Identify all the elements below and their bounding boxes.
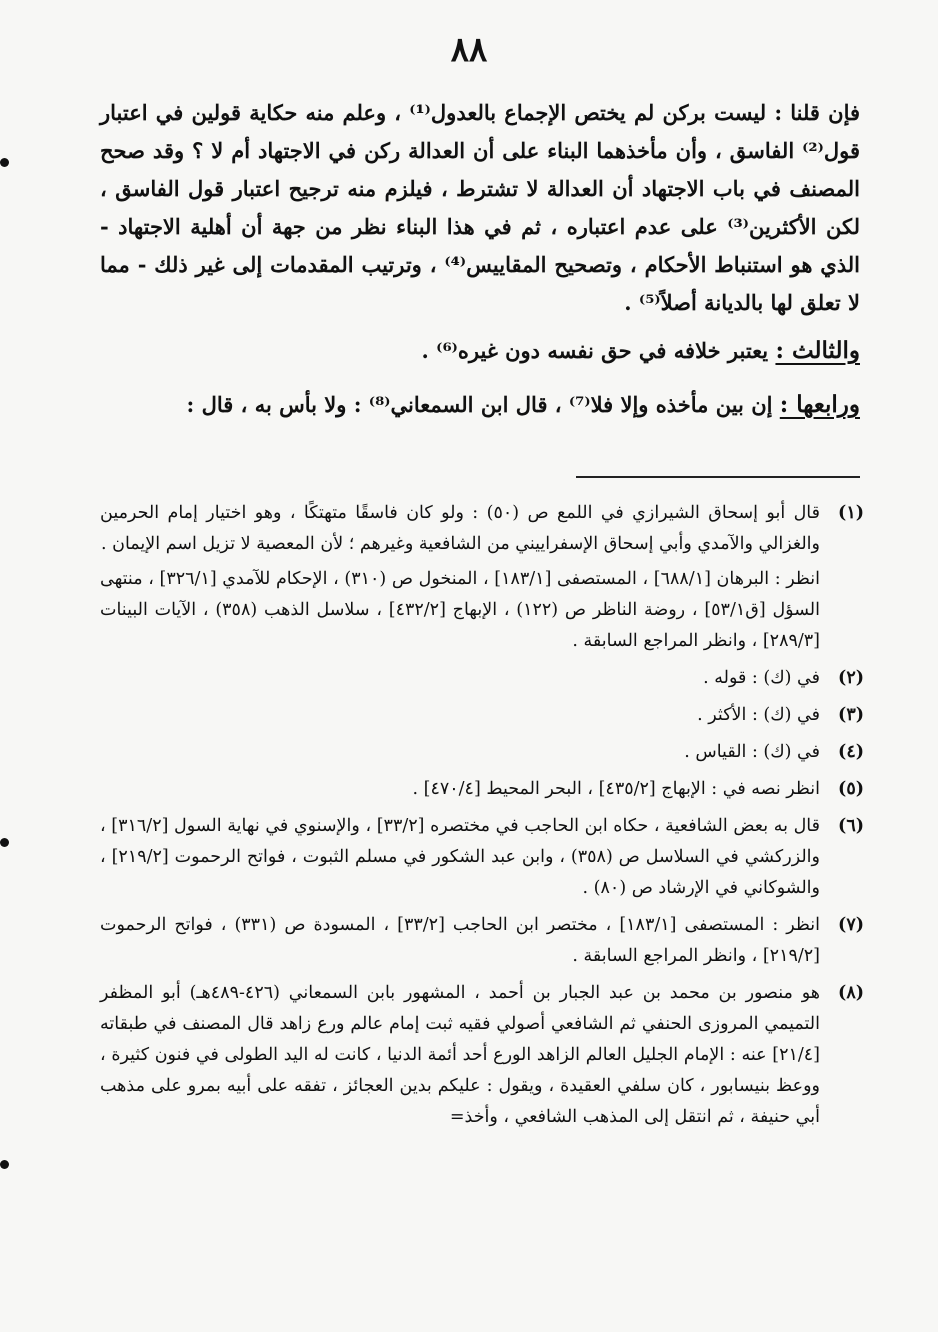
footnote-number: (٧) [838, 915, 864, 935]
footnote-number: (٣) [838, 705, 864, 725]
third-opinion [100, 332, 860, 370]
footnote-number: (١) [838, 503, 864, 523]
footnotes [100, 498, 864, 1139]
margin-mark [0, 838, 9, 847]
third-heading: والثالث : [775, 337, 860, 364]
footnote-7 [100, 910, 864, 972]
footnote-3 [100, 700, 864, 731]
footnote-text: قال أبو إسحاق الشيرازي في اللمع ص (٥٠) : ولو كان فاسقًا متهتكًا ، وهو اختيار إمام الحرمين والغزالي والآمدي وأبي إسحاق الإسفراييني من الشافعية وغيرهم ؛ لأن المعصية لا تزيل اسم الإيمان . [100, 503, 821, 554]
footnote-text: في (ك) : القياس . [684, 742, 820, 762]
margin-mark [0, 1160, 9, 1169]
footnote-text: في (ك) : الأكثر . [697, 705, 820, 725]
footnote-6 [100, 811, 864, 904]
footnote-number: (٢) [838, 668, 864, 688]
footnote-number: (٦) [838, 816, 864, 836]
footnote-1 [100, 498, 864, 657]
footnote-4 [100, 737, 864, 768]
fourth-text: إن بين مأخذه وإلا فلا⁽⁷⁾ ، قال ابن السمعاني⁽⁸⁾ : ولا بأس به ، قال : [186, 392, 780, 417]
footnote-text: هو منصور بن محمد بن عبد الجبار بن أحمد ، المشهور بابن السمعاني (٤٢٦-٤٨٩هـ) أبو المظفر التميمي المروزى الحنفي ثم الشافعي أصولي فقيه ثبت إمام عالم ورع زاهد قال المصنف في طبقاته [٢١/٤] عنه : الإمام الجليل العالم الزاهد الورع أحد أئمة الدنيا ، كانت له اليد الطولى في فنون كثيرة ، ووعظ بنيسابور ، كان سلفي العقيدة ، ويقول : عليكم بدين العجائز ، تفقه على أبيه بمرو على مذهب أبي حنيفة ، ثم انتقل إلى المذهب الشافعي ، وأخذ= [100, 983, 820, 1127]
footnote-2 [100, 663, 864, 694]
footnote-divider [576, 476, 860, 478]
body-paragraph: فإن قلنا : ليست بركن لم يختص الإجماع بالعدول⁽¹⁾ ، وعلم منه حكاية قولين في اعتبار قول⁽²⁾ الفاسق ، وأن مأخذهما البناء على أن العدالة ركن في الاجتهاد أم لا ؟ وقد صحح المصنف في باب الاجتهاد أن العدالة لا تشترط ، فيلزم منه ترجيح اعتبار قول الفاسق ، لكن الأكثرين⁽³⁾ على عدم اعتباره ، ثم في هذا البناء نظر من جهة أن أهلية الاجتهاد - الذي هو استنباط الأحكام ، وتصحيح المقاييس⁽⁴⁾ ، وترتيب المقدمات إلى غير ذلك - مما لا تعلق لها بالديانة أصلاً⁽⁵⁾ . [100, 100, 861, 315]
footnote-text: انظر نصه في : الإبهاج [٤٣٥/٢] ، البحر المحيط [٤٧٠/٤] . [412, 779, 820, 799]
footnote-references: انظر : البرهان [٦٨٨/١] ، المستصفى [١٨٣/١] ، المنخول ص (٣١٠) ، الإحكام للآمدي [٣٢٦/١] ، منتهى السؤل [ق٥٣/١] ، روضة الناظر ص (١٢٢) ، الإبهاج [٤٣٢/٢] ، سلاسل الذهب (٣٥٨) ، الآيات البينات [٢٨٩/٣] ، وانظر المراجع السابقة . [100, 569, 821, 651]
footnote-number: (٤) [838, 742, 864, 762]
page-number: ٨٨ [450, 30, 488, 70]
footnote-text: قال به بعض الشافعية ، حكاه ابن الحاجب في مختصره [٣٣/٢] ، والإسنوي في نهاية السول [٣١٦/٢] ، والزركشي في السلاسل ص (٣٥٨) ، وابن عبد الشكور في مسلم الثبوت ، فواتح الرحموت [٢١٩/٢] ، والشوكاني في الإرشاد ص (٨٠) . [100, 816, 820, 898]
third-text: يعتبر خلافه في حق نفسه دون غيره⁽⁶⁾ . [421, 338, 776, 363]
footnote-text: في (ك) : قوله . [703, 668, 820, 688]
margin-mark [0, 158, 9, 167]
footnote-8 [100, 978, 864, 1133]
footnote-body [100, 498, 820, 657]
footnote-number: (٥) [838, 779, 864, 799]
footnote-text: انظر : المستصفى [١٨٣/١] ، مختصر ابن الحاجب [٣٣/٢] ، المسودة ص (٣٣١) ، فواتح الرحموت [٢١٩/٢] ، وانظر المراجع السابقة . [100, 915, 821, 966]
fourth-opinion [100, 386, 860, 424]
footnote-number: (٨) [838, 983, 864, 1003]
footnote-5 [100, 774, 864, 805]
fourth-heading: ورابعها : [779, 391, 860, 418]
main-text [100, 94, 860, 424]
